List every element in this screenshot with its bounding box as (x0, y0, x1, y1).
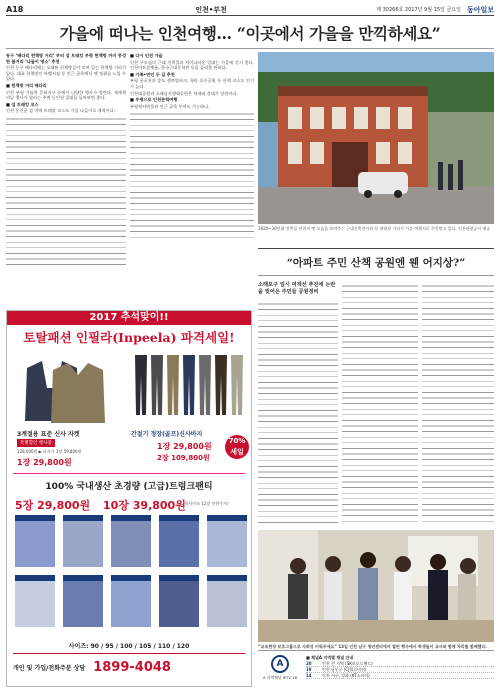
body-text-lines (6, 115, 126, 265)
article-paragraph: 인천 옹진군 섬 지역 트래킹 코스도 가을 나들이로 제격이다. (6, 108, 116, 114)
channel-schedule (306, 655, 494, 679)
trunks-note: (착사인즈 12장 인원주가) (183, 501, 229, 506)
article-paragraph: 부평 굴포천과 송도 센트럴파크, 청라 호수공원 등 산책 코스도 인기가 높다. (130, 78, 254, 89)
main-headline: 가을에 떠나는 인천여행… “이곳에서 가을을 만끽하세요” (6, 19, 494, 49)
pants-price-2: 2장 109,800원 (157, 454, 210, 462)
contact-label: 개인 및 가입/전화주문 상담 (13, 665, 86, 672)
pants-price: 1장 29,800원 (157, 442, 212, 451)
schedule-text: 인천 서구, 강화 (KT스카이) (322, 673, 370, 678)
schedule-channel: 19 (306, 667, 312, 672)
article-column-mid (130, 53, 254, 308)
channel-a-icon: A (271, 655, 289, 673)
schedule-row (306, 673, 494, 679)
article-paragraph: 인천대공원과 소래습지생태공원은 억새와 갈대가 장관이다. (130, 90, 238, 96)
section-title: 인천•부천 (195, 5, 227, 14)
ad-banner: 2017 추석맞이!! (7, 311, 251, 325)
article-paragraph: 부평역사박물관 인근 골목 투어도 가능하다. (130, 103, 210, 109)
second-headline: “아파트 주민 산책 공원엔 웬 어지상?” (258, 248, 494, 276)
schedule-text: 인천 전 지역 (SK브로드밴드) (322, 661, 373, 666)
contact-phone[interactable]: 1899-4048 (93, 660, 171, 675)
article-subhead: ■ 다시 인천 가을 (130, 53, 163, 58)
page-number: A18 (6, 5, 24, 14)
trunks-price-5: 5장 29,800원 (15, 499, 91, 512)
article-paragraph: 인천 동구 배다리에는 오래된 헌책방들이 모여 있는 헌책방 거리가 있다. 대표 헌책방인 아벨서점 등 인근 골목에서 옛 정취를 느낄 수 있다. (6, 65, 126, 82)
jacket-tag: 특별할인 행사중 (17, 439, 55, 447)
article-subhead: ■ 헌책방 거리 배다리 (6, 82, 47, 88)
trunks-title: 100% 국내생산 초경량 (고급)트렁크팬티 (45, 482, 213, 492)
channel-info-box (258, 650, 494, 690)
photo-caption-2: “교육현장 보호그룹으로 사회성 키워주세요” 13일 인천 남구 청년센터에서 열린 행사에서 학생들이 교사와 함께 자리를 함께했다. (258, 644, 487, 649)
trunks-images (15, 515, 247, 637)
article-subhead: ■ 가족•연인 두 길 추천 (130, 71, 175, 77)
article-subhead: ■ 부평으로 인천문학여행 (130, 97, 178, 103)
article-column-left (6, 53, 126, 308)
article-paragraph: 인천 부평 가톨릭 문화지구 등에서 다양한 행사가 열린다. 세계책의날 행사가 열리는 주변 동인천 일대를 돌아보면 좋다. (6, 89, 126, 101)
discount-percent: 70% (228, 437, 246, 445)
article-lead: 동구 ‘배다리 헌책방 거리’ 부터 섬 트래킹 부평 헌책방 까지 풍성한 볼거리 ‘나들이 명소’ 추천 (6, 53, 126, 64)
channel-a-note: A 지역채널 IPTV 18 (262, 675, 298, 680)
newspaper-header (6, 4, 494, 16)
channel-a-logo (258, 655, 302, 689)
brand-logo: 동아일보 (466, 4, 494, 14)
article-photo-people (258, 530, 494, 642)
trunks-sizes: 사이즈: 90 / 95 / 100 / 105 / 110 / 120 (68, 643, 190, 650)
ad-contact[interactable] (13, 653, 245, 681)
advertisement[interactable] (6, 310, 252, 687)
schedule-channel: 20 (306, 661, 312, 666)
schedule-channel: 14 (306, 673, 312, 678)
article-subhead: ■ 섬 트래킹 코스 (6, 101, 39, 107)
jacket-label: 3계절용 표준 신사 자켓 (17, 431, 80, 438)
ad-title: 토탈패션 인필라(Inpeela) 파격세일! (23, 330, 235, 345)
body-text-lines (130, 110, 254, 240)
article-paragraph: 인천 구도심의 근대 건축물과 차이나타운 일대는 가을에 걷기 좋다. 인천아트플랫폼, 한국근대문학관 등을 둘러볼 만하다. (130, 59, 254, 71)
jacket-image-2 (43, 355, 113, 425)
second-article-col3 (422, 282, 494, 525)
trunks-price-10: 10장 39,800원 (103, 499, 186, 512)
pants-images (131, 353, 247, 417)
ad-divider (13, 473, 245, 474)
second-article-col1 (258, 300, 338, 525)
schedule-title: ■ 채널A 지역별 채널 안내 (306, 655, 354, 660)
article-photo-building (258, 52, 494, 224)
jacket-sub-price: 128,000원 ▶ 파격가 1장 59,800원 (17, 449, 82, 454)
photo-caption: 1920~30년대 건축물 인천의 옛 모습을 보여주는 근대건축전시관 등 개항장 거리가 가을 여행지로 주목받고 있다. 인천관광공사 제공 (258, 226, 491, 231)
schedule-text: 인천 남동구 (CJ헬로비전) (322, 667, 367, 672)
jacket-price: 1장 29,800원 (17, 458, 72, 467)
pants-label: 간절기 정장(골프)신사바지 (131, 431, 203, 438)
discount-badge (225, 435, 249, 459)
second-article-col2 (342, 282, 418, 525)
second-article-subhead: 소래포구 일시 여객선 추진에 논란을 빚어온 주민들 공원정비 (258, 282, 336, 295)
issue-date: 제 30266호 2017년 9월 15일 금요일 (376, 7, 461, 13)
discount-word: 세일 (230, 448, 244, 456)
